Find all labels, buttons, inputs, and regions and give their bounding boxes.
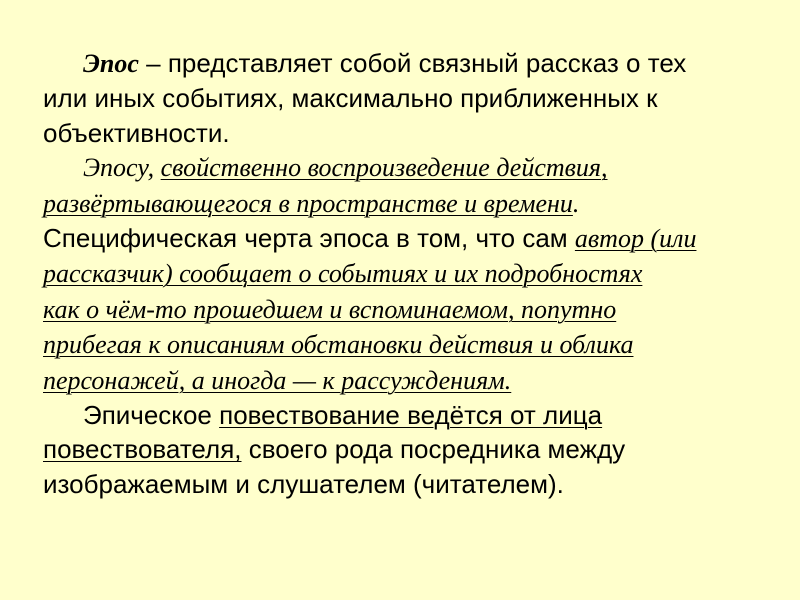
term-epos: Эпос <box>83 49 139 78</box>
paragraph-narration <box>43 398 773 501</box>
underlined-action-text: свойственно воспроизведение действия, развёртывающегося в пространстве и времени <box>43 153 608 218</box>
definition-text: – представляет собой связный рассказ о тех или иных событиях, максимально приближенных к объективности. <box>43 48 687 148</box>
specific-feature-text: Специфическая черта эпоса в том, что сам <box>43 223 568 254</box>
underlined-narrator-text: повествование ведётся от лица повествователя, <box>43 400 603 465</box>
narration-rest: своего рода посредника между изображаемым и слушателем (читателем). <box>43 434 626 499</box>
paragraph-epos-definition <box>43 46 773 150</box>
term-eposu: Эпосу, <box>83 153 161 183</box>
period: . <box>572 188 580 218</box>
text-block <box>43 46 773 501</box>
underlined-author-text: автор (или рассказчик) сообщает о событиях и их подробностях как о чём-то прошедшем и вспоминаемом, попутно прибегая к описаниям обстановки действия и облика персонажей, а иногда — к рассуждениям. <box>43 224 697 395</box>
paragraph-epos-characteristics <box>43 150 773 398</box>
narration-start: Эпическое <box>83 400 220 431</box>
